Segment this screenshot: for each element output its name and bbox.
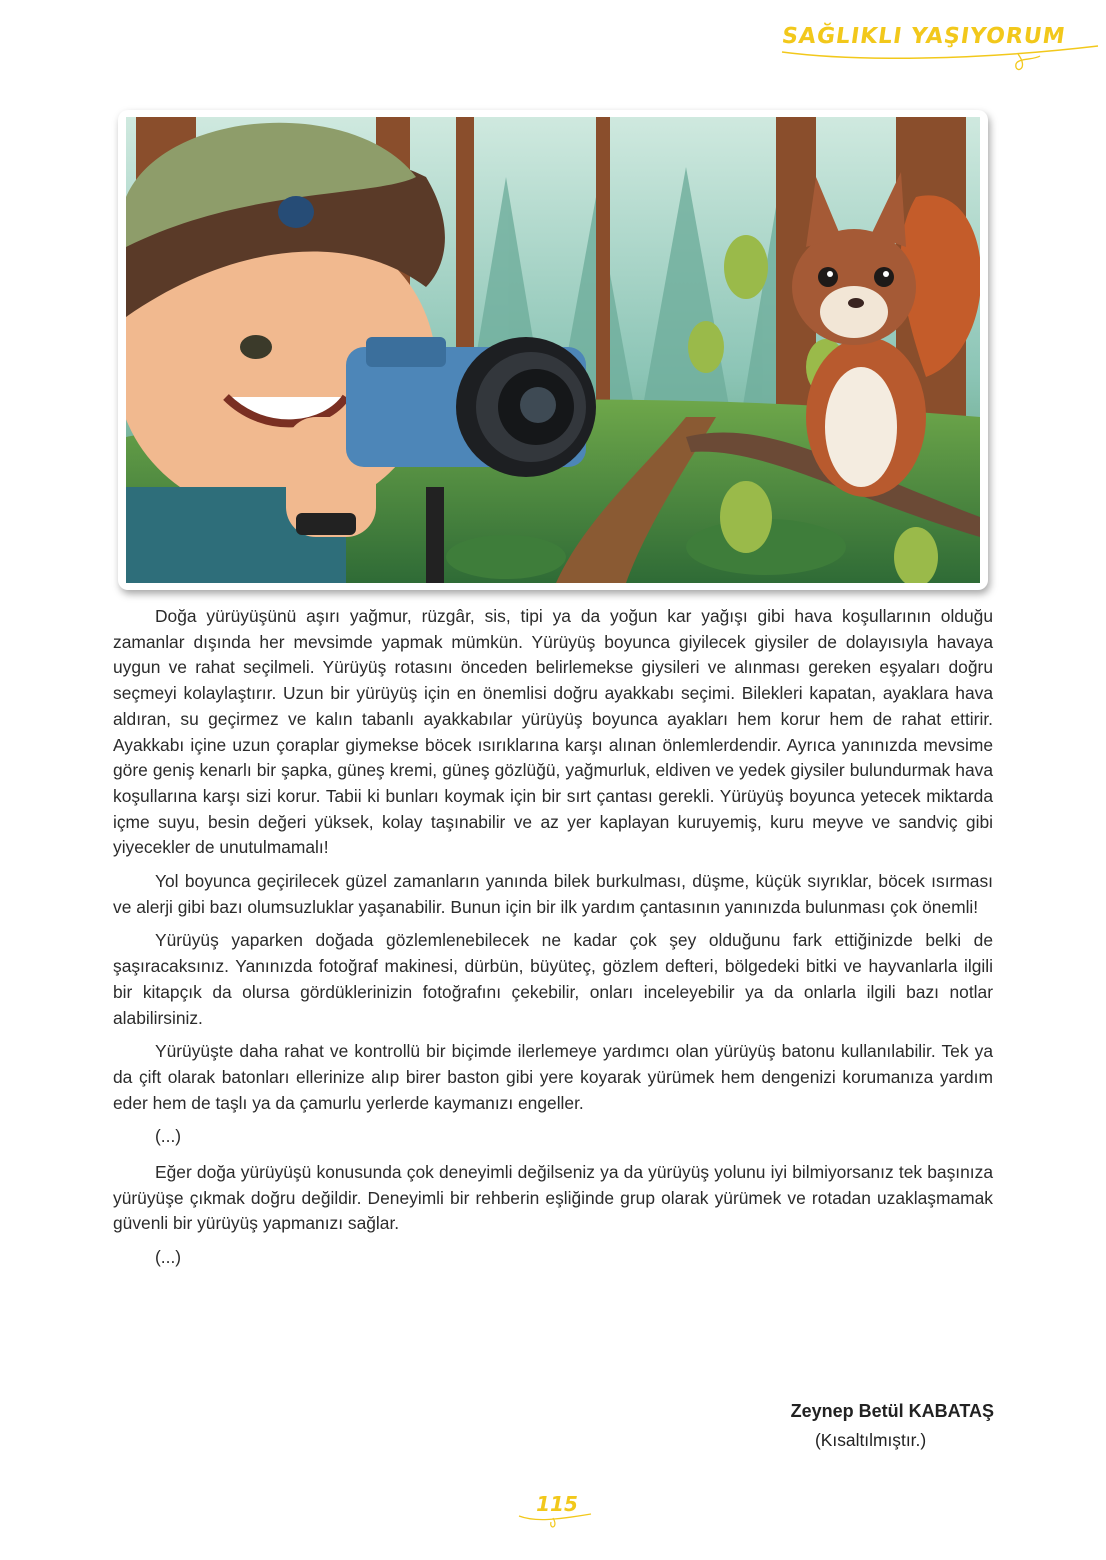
page-number: 115 bbox=[536, 1492, 578, 1516]
illustration-frame bbox=[118, 110, 988, 590]
article-body bbox=[113, 604, 993, 1281]
article-paragraph: Yürüyüş yaparken doğada gözlemlenebilecek ne kadar çok şey olduğunu fark ettiğinizde belki de şaşıracaksınız. Yanınızda fotoğraf makinesi, dürbün, büyüteç, gözlem defteri, bölgedeki bitki ve hayvanlarla ilgili bir kitapçık da olursa gördüklerinizin fotoğrafını çekebilir, onları inceleyebilir ya da onlarla ilgili bazı notlar alabilirsiniz. bbox=[113, 930, 993, 1028]
omission-marker: (...) bbox=[155, 1247, 182, 1268]
header-swoosh-decoration bbox=[778, 40, 1106, 80]
article-paragraph: Doğa yürüyüşünü aşırı yağmur, rüzgâr, sis, tipi ya da yoğun kar yağışı gibi hava koşullarının olduğu zamanlar dışında her mevsimde yapmak mümkün. Yürüyüş boyunca giyilecek giysiler de dolayısıyla havaya uygun ve rahat seçilmeli. Yürüyüş rotasını önceden belirlemekse giysileri ve alınması gereken eşyaları doğru seçmeyi kolaylaştırır. Uzun bir yürüyüş için en önemlisi doğru ayakkabı seçimi. Bilekleri kapatan, ayaklara hava aldıran, su geçirmez ve kalın tabanlı ayakkabılar yürüyüş boyunca ayakları hem korur hem de rahat ettirir. Ayakkabı içine uzun çoraplar giymekse böcek ısırıklarına karşı alınan önlemlerdendir. Ayrıca yanınızda mevsime göre geniş kenarlı bir şapka, güneş kremi, güneş gözlüğü, yağmurluk, eldiven ve yedek giysiler bulundurmak hava koşullarına karşı sizi korur. Tabii ki bunları koymak için bir sırt çantası gerekli. Yürüyüş boyunca yetecek miktarda içme suyu, besin değeri yüksek, kolay taşınabilir ve az yer kaplayan kuruyemiş, kuru meyve ve sandviç gibi yiyecekler de unutulmamalı! bbox=[113, 606, 993, 858]
forest-photographer-illustration bbox=[126, 117, 980, 583]
omission-marker: (...) bbox=[155, 1126, 182, 1147]
article-paragraph: Yol boyunca geçirilecek güzel zamanların yanında bilek burkulması, düşme, küçük sıyrıklar, böcek ısırması ve alerji gibi bazı olumsuzluklar yaşanabilir. Bunun için bir ilk yardım çantasının yanınızda bulunması çok önemli! bbox=[113, 871, 993, 917]
section-title: SAĞLIKLI YAŞIYORUM bbox=[780, 24, 1068, 49]
article-paragraph: Yürüyüşte daha rahat ve kontrollü bir biçimde ilerlemeye yardımcı olan yürüyüş batonu kullanılabilir. Tek ya da çift olarak batonları ellerinize alıp birer baston gibi yere koyarak yürümek hem dengenizi korumanıza yardım eder hem de taşlı ya da çamurlu yerlerde kaymanızı engeller. bbox=[113, 1041, 993, 1113]
abridged-note: (Kısaltılmıştır.) bbox=[815, 1430, 927, 1450]
article-paragraph: Eğer doğa yürüyüşü konusunda çok deneyimli değilseniz ya da yürüyüş yolunu iyi bilmiyorsanız tek başınıza yürüyüşe çıkmak doğru değildir. Deneyimli bir rehberin eşliğinde grup olarak yürümek ve rotadan uzaklaşmamak güvenli bir yürüyüş yapmanızı sağlar. bbox=[113, 1162, 993, 1234]
page-number-swoosh bbox=[515, 1510, 595, 1530]
author-name: Zeynep Betül KABATAŞ bbox=[790, 1401, 994, 1421]
